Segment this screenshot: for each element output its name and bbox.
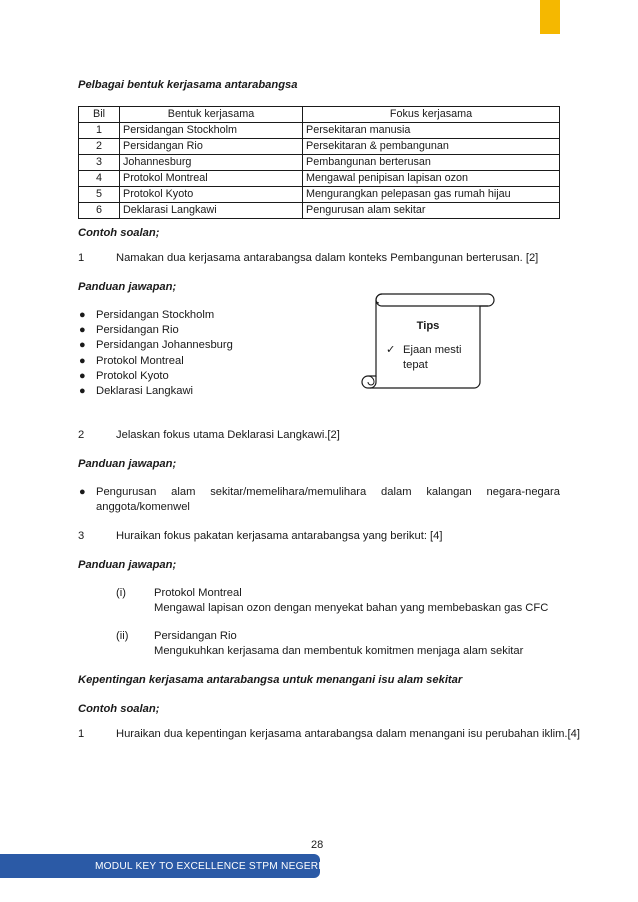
- table-row: [79, 203, 560, 219]
- table-row: [79, 139, 560, 155]
- table-header-row: [79, 107, 560, 123]
- list-item: ● Protokol Montreal: [79, 354, 184, 367]
- list-item: ● Persidangan Stockholm: [79, 309, 215, 321]
- tips-line: tepat: [403, 359, 428, 371]
- tips-scroll-box: [360, 290, 496, 396]
- cell-bentuk: Persidangan Stockholm: [120, 123, 303, 139]
- bullet-icon: ●: [79, 309, 86, 321]
- bullet-icon: ●: [79, 354, 86, 367]
- question-number: 2: [78, 429, 85, 441]
- cell-bentuk: Persidangan Rio: [120, 139, 303, 155]
- cell-fokus: Pengurusan alam sekitar: [303, 203, 560, 219]
- question-text: Jelaskan fokus utama Deklarasi Langkawi.[2]: [116, 429, 340, 441]
- check-icon: ✓: [386, 344, 396, 356]
- item-title: Persidangan Rio: [154, 630, 237, 642]
- answer-line: anggota/komenwel: [96, 501, 190, 513]
- cell-bil: 5: [79, 187, 120, 203]
- question-number: 1: [78, 252, 85, 264]
- table-row: [79, 123, 560, 139]
- answer-word: dalam: [381, 486, 412, 498]
- bullet-icon: ●: [79, 339, 86, 352]
- question-number: 1: [78, 728, 85, 740]
- answer-word: kalangan: [426, 486, 472, 498]
- bullet-icon: ●: [79, 369, 86, 382]
- cell-bentuk: Protokol Kyoto: [120, 187, 303, 203]
- page-number: 28: [311, 839, 324, 851]
- item-label: (i): [116, 587, 126, 599]
- list-item: ● Deklarasi Langkawi: [79, 384, 194, 397]
- cell-fokus: Pembangunan berterusan: [303, 155, 560, 171]
- table-row: [79, 155, 560, 171]
- contoh-heading: Contoh soalan;: [78, 703, 160, 715]
- question-text: Huraikan dua kepentingan kerjasama antarabangsa dalam menangani isu perubahan iklim.[4]: [116, 728, 580, 740]
- cell-bentuk: Deklarasi Langkawi: [120, 203, 303, 219]
- answer-word: negara-negara: [486, 486, 560, 498]
- cell-bentuk: Protokol Montreal: [120, 171, 303, 187]
- item-desc: Mengukuhkan kerjasama dan membentuk komitmen menjaga alam sekitar: [154, 645, 524, 657]
- cell-bil: 6: [79, 203, 120, 219]
- bullet-icon: ●: [79, 324, 86, 337]
- cell-bil: 1: [79, 123, 120, 139]
- footer-title: MODUL KEY TO EXCELLENCE STPM NEGERI PERAK: [95, 861, 360, 872]
- cooperation-table: [78, 106, 560, 219]
- panduan-heading: Panduan jawapan;: [78, 559, 177, 571]
- cell-fokus: Mengawal penipisan lapisan ozon: [303, 171, 560, 187]
- yellow-tab-marker: [540, 0, 560, 34]
- table-row: [79, 187, 560, 203]
- list-item: ● Persidangan Rio: [79, 324, 179, 337]
- cell-bil: 2: [79, 139, 120, 155]
- bullet-icon: ●: [79, 384, 86, 397]
- item-title: Protokol Montreal: [154, 587, 242, 599]
- question-text: Huraikan fokus pakatan kerjasama antarabangsa yang berikut: [4]: [116, 530, 443, 542]
- panduan-heading: Panduan jawapan;: [78, 458, 177, 470]
- panduan-heading: Panduan jawapan;: [78, 281, 177, 293]
- question-text: Namakan dua kerjasama antarabangsa dalam konteks Pembangunan berterusan. [2]: [116, 252, 539, 264]
- cell-bil: 4: [79, 171, 120, 187]
- header-bil: Bil: [79, 107, 120, 123]
- cell-fokus: Persekitaran manusia: [303, 123, 560, 139]
- section-heading: Kepentingan kerjasama antarabangsa untuk menangani isu alam sekitar: [78, 674, 463, 686]
- answer-word: Pengurusan: [96, 486, 157, 498]
- answer-word: alam: [171, 486, 196, 498]
- cell-bil: 3: [79, 155, 120, 171]
- item-desc: Mengawal lapisan ozon dengan menyekat bahan yang membebaskan gas CFC: [154, 602, 549, 614]
- list-item: ● Protokol Kyoto: [79, 369, 169, 382]
- answer-word: sekitar/memelihara/memulihara: [210, 486, 367, 498]
- answer-bullet-list: [78, 308, 233, 399]
- list-item: ● Persidangan Johannesburg: [79, 339, 233, 352]
- header-fokus: Fokus kerjasama: [303, 107, 560, 123]
- table-row: [79, 171, 560, 187]
- tips-title: Tips: [416, 320, 440, 332]
- tips-line: Ejaan mesti: [403, 344, 462, 356]
- item-label: (ii): [116, 630, 129, 642]
- contoh-heading: Contoh soalan;: [78, 227, 160, 239]
- section-heading: Pelbagai bentuk kerjasama antarabangsa: [78, 79, 298, 91]
- answer-line-justified: [96, 485, 560, 500]
- header-bentuk: Bentuk kerjasama: [120, 107, 303, 123]
- cell-fokus: Persekitaran & pembangunan: [303, 139, 560, 155]
- cell-fokus: Mengurangkan pelepasan gas rumah hijau: [303, 187, 560, 203]
- question-number: 3: [78, 530, 85, 542]
- bullet-icon: ●: [79, 486, 86, 498]
- cell-bentuk: Johannesburg: [120, 155, 303, 171]
